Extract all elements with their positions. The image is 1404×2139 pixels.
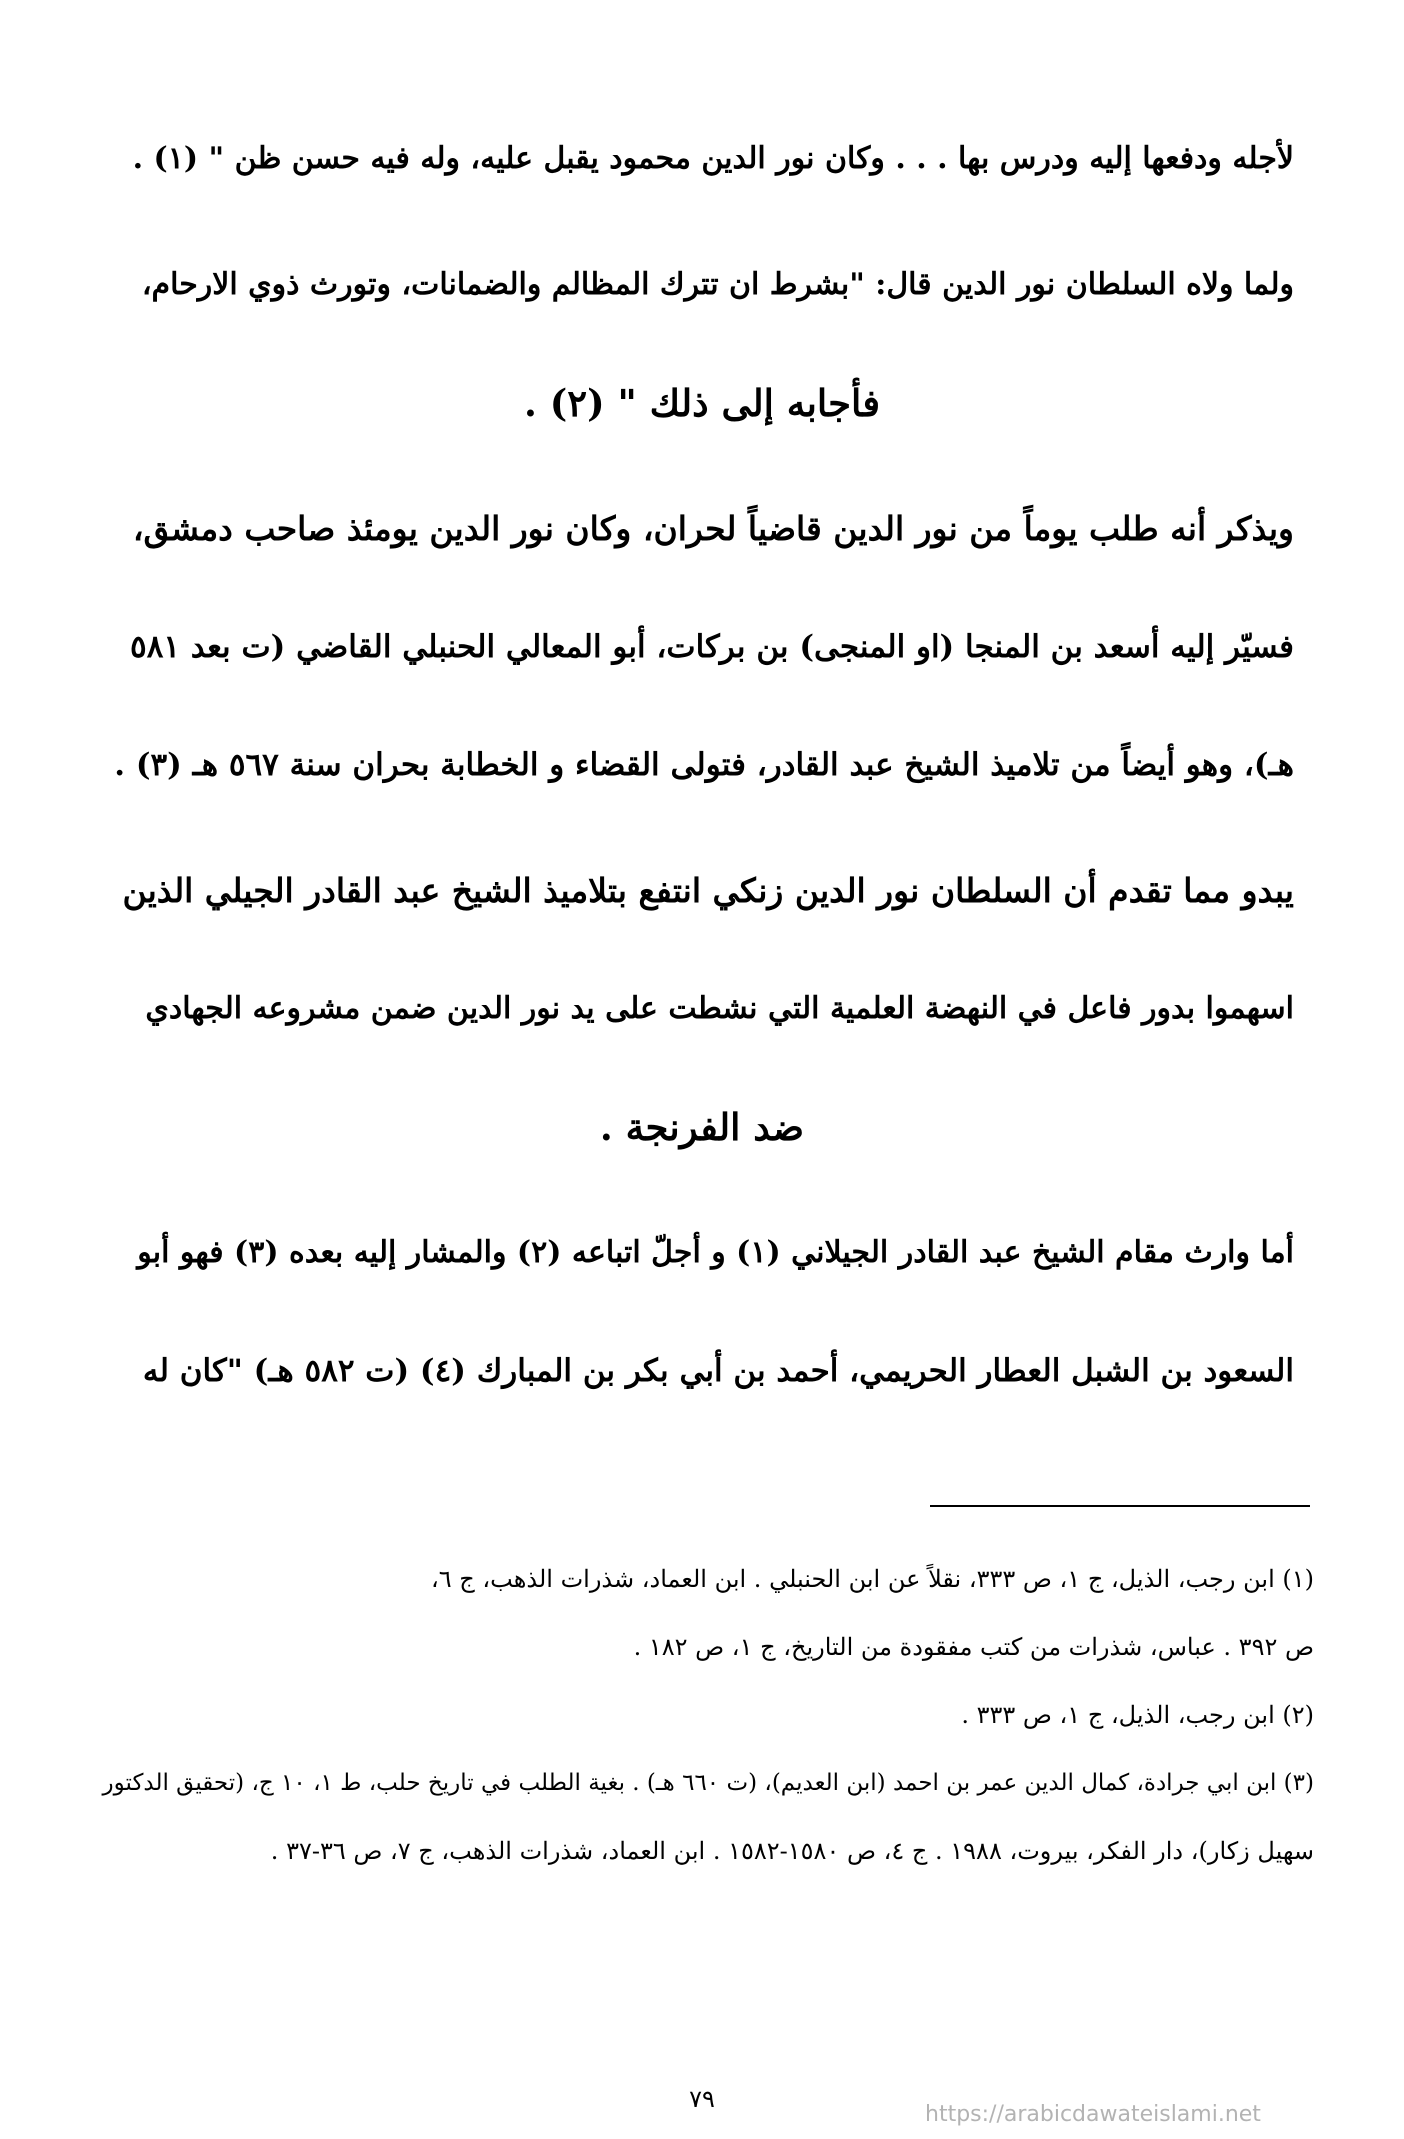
- footnote-line: ص ٣٩٢ . عباس، شذرات من كتب مفقودة من التاريخ، ج ١، ص ١٨٢ .: [633, 1633, 1314, 1661]
- main-text: [110, 100, 1294, 1438]
- text-line: لأجله ودفعها إليه ودرس بها . . . وكان نور الدين محمود يقبل عليه، وله فيه حسن ظن " (١) .: [132, 141, 1294, 176]
- text-line: ويذكر أنه طلب يوماً من نور الدين قاضياً لحران، وكان نور الدين يومئذ صاحب دمشق،: [132, 509, 1294, 548]
- paragraph-4: [110, 832, 1294, 1186]
- footnote-3: [95, 1749, 1314, 1885]
- footnote-1: [95, 1545, 1314, 1681]
- paragraph-3: [110, 470, 1294, 824]
- paragraph-5: [110, 1194, 1294, 1430]
- footnotes: [95, 1545, 1314, 1885]
- footnote-line: (٢) ابن رجب، الذيل، ج ١، ص ٣٣٣ .: [961, 1701, 1314, 1729]
- text-line: أما وارث مقام الشيخ عبد القادر الجيلاني (١) و أجلّ اتباعه (٢) والمشار إليه بعده (٣) فهو أبو: [137, 1235, 1294, 1270]
- paragraph-2: [110, 226, 1294, 462]
- text-line: السعود بن الشبل العطار الحريمي، أحمد بن أبي بكر بن المبارك (٤) (ت ٥٨٢ هـ) "كان له: [142, 1353, 1294, 1389]
- watermark-url: https://arabicdawateislami.net: [925, 2102, 1261, 2127]
- footnote-line: (٣) ابن ابي جرادة، كمال الدين عمر بن احمد (ابن العديم)، (ت ٦٦٠ هـ) . بغية الطلب في تاريخ حلب، ط ١، ١٠ ج، (تحقيق الدكتور: [102, 1770, 1314, 1796]
- text-line: هـ)، وهو أيضاً من تلاميذ الشيخ عبد القادر، فتولى القضاء و الخطابة بحران سنة ٥٦٧ هـ (٣) .: [114, 747, 1294, 783]
- footnote-divider: [930, 1505, 1310, 1507]
- text-line: فسيّر إليه أسعد بن المنجا (او المنجى) بن بركات، أبو المعالي الحنبلي القاضي (ت بعد ٥٨١: [130, 629, 1294, 665]
- page-number: ٧٩: [689, 2085, 715, 2113]
- text-line: ضد الفرنجة .: [599, 1105, 805, 1149]
- text-line: اسهموا بدور فاعل في النهضة العلمية التي نشطت على يد نور الدين ضمن مشروعه الجهادي: [145, 991, 1294, 1026]
- footnote-line: سهيل زكار)، دار الفكر، بيروت، ١٩٨٨ . ج ٤، ص ١٥٨٠-١٥٨٢ . ابن العماد، شذرات الذهب، ج ٧، ص ٣٦-٣٧ .: [270, 1837, 1314, 1865]
- footnote-line: (١) ابن رجب، الذيل، ج ١، ص ٣٣٣، نقلاً عن ابن الحنبلي . ابن العماد، شذرات الذهب، ج ٦،: [431, 1565, 1314, 1593]
- paragraph-1: [110, 100, 1294, 218]
- footnote-2: [95, 1681, 1314, 1749]
- text-line: ولما ولاه السلطان نور الدين قال: "بشرط ان تترك المظالم والضمانات، وتورث ذوي الارحام،: [141, 267, 1294, 302]
- text-line: يبدو مما تقدم أن السلطان نور الدين زنكي انتفع بتلاميذ الشيخ عبد القادر الجيلي الذين: [122, 871, 1294, 910]
- text-line: فأجابه إلى ذلك " (٢) .: [523, 381, 881, 425]
